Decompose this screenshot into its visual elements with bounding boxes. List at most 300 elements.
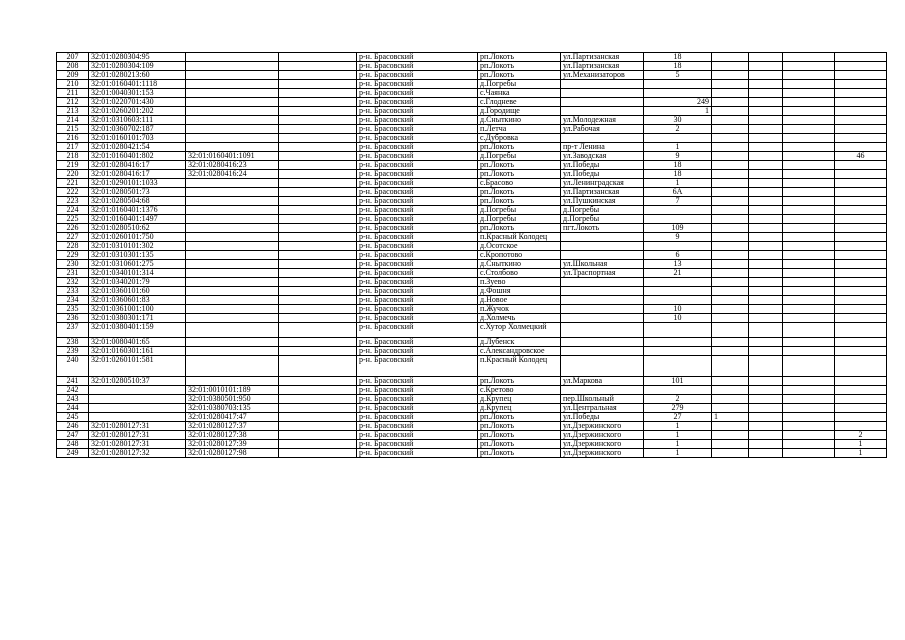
empty-cell — [749, 269, 783, 278]
apartment — [835, 107, 887, 116]
empty-cell — [749, 395, 783, 404]
locality: рп.Локоть — [478, 422, 561, 431]
empty-cell — [279, 338, 357, 347]
building — [712, 404, 749, 413]
table-row — [57, 323, 887, 338]
cadastral-number: 32:01:0160101:703 — [89, 134, 186, 143]
cadastral-number-2 — [186, 80, 279, 89]
region: р-н. Брасовский — [357, 215, 478, 224]
empty-cell — [749, 206, 783, 215]
table-row — [57, 161, 887, 170]
cadastral-number: 32:01:0280127:31 — [89, 431, 186, 440]
table-row — [57, 278, 887, 287]
house-number: 18 — [644, 62, 712, 71]
apartment — [835, 89, 887, 98]
locality: д.Погребы — [478, 206, 561, 215]
row-number: 242 — [57, 386, 89, 395]
row-number: 223 — [57, 197, 89, 206]
locality: д.Новое — [478, 296, 561, 305]
empty-cell — [279, 260, 357, 269]
cadastral-number: 32:01:0340101:314 — [89, 269, 186, 278]
empty-cell — [783, 278, 835, 287]
empty-cell — [783, 242, 835, 251]
region: р-н. Брасовский — [357, 338, 478, 347]
apartment: 1 — [835, 440, 887, 449]
house-number — [644, 206, 712, 215]
building — [712, 134, 749, 143]
apartment — [835, 179, 887, 188]
house-number: 249 — [644, 98, 712, 107]
region: р-н. Брасовский — [357, 314, 478, 323]
table-row — [57, 134, 887, 143]
house-number: 18 — [644, 53, 712, 62]
house-number: 6А — [644, 188, 712, 197]
street: ул.Механизаторов — [561, 71, 644, 80]
empty-cell — [783, 224, 835, 233]
cadastral-number-2 — [186, 269, 279, 278]
cadastral-number-2 — [186, 188, 279, 197]
cadastral-number-2: 32:01:0280416:24 — [186, 170, 279, 179]
cadastral-number: 32:01:0310601:275 — [89, 260, 186, 269]
empty-cell — [783, 404, 835, 413]
empty-cell — [279, 251, 357, 260]
empty-cell — [749, 377, 783, 386]
table-row — [57, 107, 887, 116]
cadastral-number-2 — [186, 338, 279, 347]
building — [712, 143, 749, 152]
row-number: 208 — [57, 62, 89, 71]
cadastral-number-2 — [186, 224, 279, 233]
cadastral-number-2: 32:01:0280127:98 — [186, 449, 279, 458]
empty-cell — [783, 296, 835, 305]
street: ул.Рабочая — [561, 125, 644, 134]
cadastral-number-2 — [186, 98, 279, 107]
empty-cell — [783, 161, 835, 170]
table-row — [57, 395, 887, 404]
house-number: 18 — [644, 170, 712, 179]
row-number: 228 — [57, 242, 89, 251]
region: р-н. Брасовский — [357, 89, 478, 98]
house-number: 27 — [644, 413, 712, 422]
building — [712, 233, 749, 242]
apartment — [835, 251, 887, 260]
locality: с.Кропотово — [478, 251, 561, 260]
street — [561, 134, 644, 143]
table-row — [57, 242, 887, 251]
cadastral-number-2 — [186, 377, 279, 386]
locality: рп.Локоть — [478, 188, 561, 197]
locality: п.Жучок — [478, 305, 561, 314]
empty-cell — [783, 440, 835, 449]
locality: рп.Локоть — [478, 224, 561, 233]
building — [712, 338, 749, 347]
row-number: 213 — [57, 107, 89, 116]
cadastral-number-2: 32:01:0280416:23 — [186, 161, 279, 170]
house-number — [644, 242, 712, 251]
row-number: 214 — [57, 116, 89, 125]
table-row — [57, 356, 887, 377]
street: д.Погребы — [561, 215, 644, 224]
row-number: 238 — [57, 338, 89, 347]
table-row — [57, 80, 887, 89]
cadastral-number: 32:01:0290101:1033 — [89, 179, 186, 188]
region: р-н. Брасовский — [357, 287, 478, 296]
table-row — [57, 152, 887, 161]
region: р-н. Брасовский — [357, 278, 478, 287]
cadastral-number-2 — [186, 197, 279, 206]
apartment — [835, 53, 887, 62]
empty-cell — [783, 98, 835, 107]
region: р-н. Брасовский — [357, 386, 478, 395]
table-row — [57, 347, 887, 356]
building — [712, 53, 749, 62]
region: р-н. Брасовский — [357, 395, 478, 404]
empty-cell — [279, 377, 357, 386]
empty-cell — [749, 125, 783, 134]
empty-cell — [749, 440, 783, 449]
region: р-н. Брасовский — [357, 413, 478, 422]
cadastral-number-2: 32:01:0280127:39 — [186, 440, 279, 449]
row-number: 247 — [57, 431, 89, 440]
empty-cell — [749, 62, 783, 71]
apartment — [835, 296, 887, 305]
empty-cell — [749, 242, 783, 251]
building — [712, 179, 749, 188]
apartment — [835, 116, 887, 125]
region: р-н. Брасовский — [357, 242, 478, 251]
building — [712, 395, 749, 404]
table-row — [57, 422, 887, 431]
building — [712, 152, 749, 161]
locality: д.Холмечь — [478, 314, 561, 323]
cadastral-number: 32:01:0260101:750 — [89, 233, 186, 242]
cadastral-number: 32:01:0280504:68 — [89, 197, 186, 206]
apartment — [835, 80, 887, 89]
empty-cell — [749, 278, 783, 287]
locality: с.Брасово — [478, 179, 561, 188]
street: пр-т Ленина — [561, 143, 644, 152]
house-number — [644, 278, 712, 287]
street — [561, 323, 644, 338]
table-row — [57, 188, 887, 197]
apartment — [835, 188, 887, 197]
street: д.Погребы — [561, 206, 644, 215]
cadastral-number-2 — [186, 233, 279, 242]
empty-cell — [749, 404, 783, 413]
street: ул.Дзержинского — [561, 422, 644, 431]
apartment — [835, 224, 887, 233]
empty-cell — [783, 134, 835, 143]
building — [712, 287, 749, 296]
empty-cell — [279, 53, 357, 62]
row-number: 227 — [57, 233, 89, 242]
region: р-н. Брасовский — [357, 170, 478, 179]
street: ул.Заводская — [561, 152, 644, 161]
building — [712, 170, 749, 179]
cadastral-number-2 — [186, 314, 279, 323]
house-number — [644, 356, 712, 377]
empty-cell — [279, 197, 357, 206]
empty-cell — [749, 224, 783, 233]
empty-cell — [783, 413, 835, 422]
apartment — [835, 206, 887, 215]
empty-cell — [749, 251, 783, 260]
apartment — [835, 269, 887, 278]
table-row — [57, 251, 887, 260]
apartment — [835, 395, 887, 404]
empty-cell — [783, 323, 835, 338]
empty-cell — [749, 305, 783, 314]
empty-cell — [749, 170, 783, 179]
locality: д.Погребы — [478, 152, 561, 161]
house-number: 2 — [644, 395, 712, 404]
cadastral-number — [89, 395, 186, 404]
table-row — [57, 449, 887, 458]
empty-cell — [783, 431, 835, 440]
row-number: 230 — [57, 260, 89, 269]
cadastral-number-2: 32:01:0280127:38 — [186, 431, 279, 440]
row-number: 236 — [57, 314, 89, 323]
cadastral-number-2 — [186, 251, 279, 260]
region: р-н. Брасовский — [357, 143, 478, 152]
region: р-н. Брасовский — [357, 107, 478, 116]
locality: с.Хутор Холмецкий — [478, 323, 561, 338]
locality: п.Зуево — [478, 278, 561, 287]
empty-cell — [749, 107, 783, 116]
empty-cell — [783, 347, 835, 356]
street: пгт.Локоть — [561, 224, 644, 233]
empty-cell — [749, 338, 783, 347]
region: р-н. Брасовский — [357, 161, 478, 170]
street: ул.Школьная — [561, 260, 644, 269]
cadastral-number-2 — [186, 143, 279, 152]
region: р-н. Брасовский — [357, 53, 478, 62]
empty-cell — [783, 314, 835, 323]
cadastral-number-2: 32:01:0280127:37 — [186, 422, 279, 431]
building — [712, 305, 749, 314]
apartment — [835, 305, 887, 314]
row-number: 211 — [57, 89, 89, 98]
building — [712, 377, 749, 386]
building — [712, 242, 749, 251]
street: ул.Партизанская — [561, 62, 644, 71]
cadastral-number: 32:01:0280304:95 — [89, 53, 186, 62]
region: р-н. Брасовский — [357, 71, 478, 80]
house-number — [644, 386, 712, 395]
cadastral-number: 32:01:0260201:202 — [89, 107, 186, 116]
cadastral-number-2 — [186, 323, 279, 338]
street — [561, 314, 644, 323]
row-number: 225 — [57, 215, 89, 224]
cadastral-number-2 — [186, 305, 279, 314]
house-number — [644, 89, 712, 98]
cadastral-number: 32:01:0280421:54 — [89, 143, 186, 152]
street: ул.Партизанская — [561, 53, 644, 62]
empty-cell — [749, 161, 783, 170]
locality: рп.Локоть — [478, 377, 561, 386]
empty-cell — [279, 287, 357, 296]
building — [712, 215, 749, 224]
building — [712, 431, 749, 440]
building: 1 — [712, 413, 749, 422]
street: ул.Ленинградская — [561, 179, 644, 188]
table-row — [57, 440, 887, 449]
cadastral-number: 32:01:0280416:17 — [89, 170, 186, 179]
empty-cell — [783, 62, 835, 71]
row-number: 212 — [57, 98, 89, 107]
street: ул.Дзержинского — [561, 449, 644, 458]
row-number: 209 — [57, 71, 89, 80]
locality: с.Кретово — [478, 386, 561, 395]
street: ул.Партизанская — [561, 188, 644, 197]
apartment — [835, 62, 887, 71]
cadastral-number-2 — [186, 179, 279, 188]
cadastral-number: 32:01:0160401:1497 — [89, 215, 186, 224]
empty-cell — [783, 125, 835, 134]
locality: рп.Локоть — [478, 62, 561, 71]
empty-cell — [749, 356, 783, 377]
cadastral-number-2 — [186, 71, 279, 80]
row-number: 222 — [57, 188, 89, 197]
apartment — [835, 386, 887, 395]
row-number: 244 — [57, 404, 89, 413]
table-row — [57, 215, 887, 224]
street: ул.Дзержинского — [561, 440, 644, 449]
building — [712, 278, 749, 287]
empty-cell — [783, 395, 835, 404]
apartment — [835, 197, 887, 206]
cadastral-number: 32:01:0310101:302 — [89, 242, 186, 251]
table-row — [57, 125, 887, 134]
table-row — [57, 98, 887, 107]
cadastral-number: 32:01:0260101:581 — [89, 356, 186, 377]
row-number: 207 — [57, 53, 89, 62]
street — [561, 98, 644, 107]
empty-cell — [783, 71, 835, 80]
street: ул.Траспортная — [561, 269, 644, 278]
empty-cell — [783, 449, 835, 458]
cadastral-number-2: 32:01:0010101:189 — [186, 386, 279, 395]
empty-cell — [749, 116, 783, 125]
building — [712, 188, 749, 197]
cadastral-number: 32:01:0280416:17 — [89, 161, 186, 170]
region: р-н. Брасовский — [357, 251, 478, 260]
region: р-н. Брасовский — [357, 224, 478, 233]
house-number: 1 — [644, 431, 712, 440]
row-number: 234 — [57, 296, 89, 305]
street — [561, 242, 644, 251]
empty-cell — [783, 287, 835, 296]
row-number: 210 — [57, 80, 89, 89]
table-row — [57, 224, 887, 233]
locality: д.Фошня — [478, 287, 561, 296]
cadastral-number: 32:01:0360702:187 — [89, 125, 186, 134]
empty-cell — [279, 278, 357, 287]
locality: рп.Локоть — [478, 170, 561, 179]
table-row — [57, 377, 887, 386]
apartment — [835, 143, 887, 152]
region: р-н. Брасовский — [357, 125, 478, 134]
locality: рп.Локоть — [478, 440, 561, 449]
street — [561, 80, 644, 89]
building — [712, 116, 749, 125]
empty-cell — [783, 377, 835, 386]
locality: с.Александровское — [478, 347, 561, 356]
table-row — [57, 206, 887, 215]
empty-cell — [279, 413, 357, 422]
house-number: 1 — [644, 143, 712, 152]
empty-cell — [749, 413, 783, 422]
cadastral-number: 32:01:0360601:83 — [89, 296, 186, 305]
cadastral-number-2 — [186, 260, 279, 269]
house-number: 1 — [644, 440, 712, 449]
empty-cell — [279, 161, 357, 170]
street: ул.Центральная — [561, 404, 644, 413]
house-number — [644, 323, 712, 338]
empty-cell — [749, 188, 783, 197]
building — [712, 356, 749, 377]
empty-cell — [279, 314, 357, 323]
empty-cell — [749, 80, 783, 89]
cadastral-number: 32:01:0280510:37 — [89, 377, 186, 386]
building — [712, 422, 749, 431]
building — [712, 260, 749, 269]
apartment — [835, 347, 887, 356]
empty-cell — [749, 347, 783, 356]
empty-cell — [279, 347, 357, 356]
building — [712, 269, 749, 278]
building — [712, 224, 749, 233]
building — [712, 125, 749, 134]
cadastral-number-2 — [186, 242, 279, 251]
house-number: 101 — [644, 377, 712, 386]
empty-cell — [279, 395, 357, 404]
empty-cell — [279, 449, 357, 458]
cadastral-number: 32:01:0160401:1376 — [89, 206, 186, 215]
table-row — [57, 62, 887, 71]
empty-cell — [783, 233, 835, 242]
building — [712, 449, 749, 458]
locality: д.Погребы — [478, 80, 561, 89]
empty-cell — [279, 80, 357, 89]
street: ул.Победы — [561, 170, 644, 179]
apartment — [835, 98, 887, 107]
registry-table — [56, 52, 887, 458]
house-number: 9 — [644, 152, 712, 161]
building — [712, 197, 749, 206]
table-row — [57, 287, 887, 296]
apartment — [835, 338, 887, 347]
row-number: 233 — [57, 287, 89, 296]
empty-cell — [783, 422, 835, 431]
table-row — [57, 179, 887, 188]
empty-cell — [749, 449, 783, 458]
house-number: 6 — [644, 251, 712, 260]
empty-cell — [783, 143, 835, 152]
empty-cell — [783, 188, 835, 197]
cadastral-number-2 — [186, 89, 279, 98]
street — [561, 89, 644, 98]
cadastral-number-2 — [186, 62, 279, 71]
locality: д.Осотское — [478, 242, 561, 251]
empty-cell — [279, 71, 357, 80]
empty-cell — [279, 170, 357, 179]
table-row — [57, 53, 887, 62]
empty-cell — [749, 89, 783, 98]
empty-cell — [749, 53, 783, 62]
locality: д.Сныткино — [478, 260, 561, 269]
region: р-н. Брасовский — [357, 197, 478, 206]
